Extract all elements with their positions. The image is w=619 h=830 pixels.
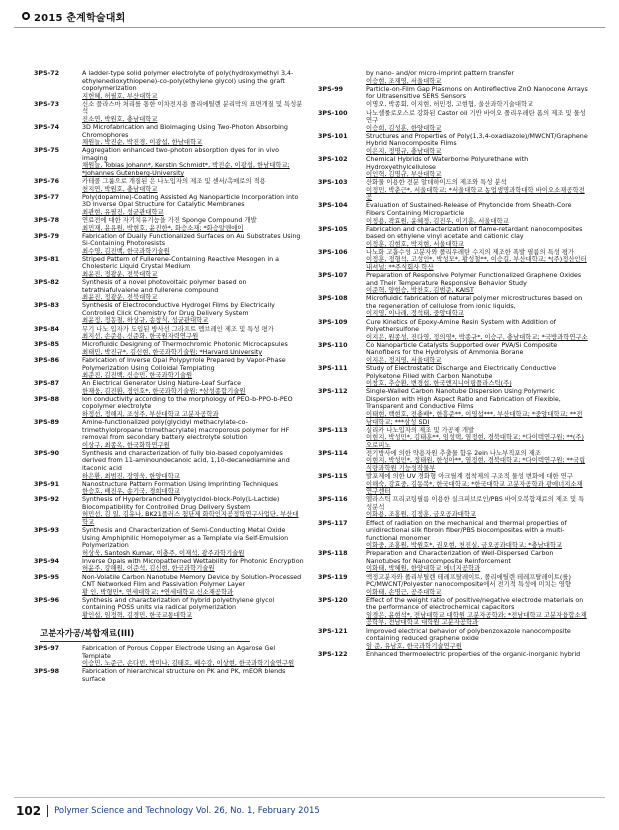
entry-code: 3PS-103 bbox=[318, 179, 348, 187]
entry-authors: 이화태, 박혜원, 한양대학교 에너지공학과 bbox=[366, 565, 481, 573]
entry-body bbox=[366, 70, 588, 85]
entry-title: Improved electrical behavior of polybenzoxazole nanocomposite containing reduced graphene oxide bbox=[366, 627, 571, 643]
entry-title: Non-Volatile Carbon Nanotube Memory Device by Solution-Processed CNT Networked Film and Passivation Polymer Layer bbox=[82, 573, 302, 589]
abstract-entry bbox=[318, 427, 588, 450]
entry-authors: 이은지, 정명규, 충남대학교 bbox=[366, 147, 442, 155]
entry-authors: 허민선, 김 일, 김유나, BK21플러스 첨단제 화학인지공정학연구사업단, 부산대학교 bbox=[82, 511, 299, 526]
entry-authors: 황인섭, 임정혁, 김경민, 한국교통대학교 bbox=[82, 611, 193, 619]
entry-body bbox=[82, 419, 304, 449]
entry-body bbox=[82, 645, 304, 668]
header bbox=[22, 8, 125, 24]
entry-code: 3PS-106 bbox=[318, 248, 348, 256]
entry-title: Synthesis and characterization of fully bio-based copolyamides derived from 11-aminoundecanoic acid, 1,10-decanediamine and itaconic acid bbox=[82, 449, 290, 472]
entry-authors: 이준혁, 양현승, 박찬호, 김범준, KAIST bbox=[366, 287, 474, 295]
entry-authors: 허윤주, 강해원, 이준석, 김신현, 한국과학기술원 bbox=[82, 565, 215, 573]
entry-code: 3PS-117 bbox=[318, 519, 348, 527]
entry-authors: 이현지, 박성민*, 정태원, 한성아**, 염정현, 경북대학교; *다이텍연구원; **국립식량과학원 기능성작물부 bbox=[366, 457, 586, 472]
entry-title: Microfluidic fabrication of natural polymer microstructures based on the regeneration of cellulose from ionic liquids, bbox=[366, 295, 583, 310]
abstract-entry bbox=[318, 628, 588, 651]
entry-code: 3PS-75 bbox=[34, 147, 60, 155]
entry-authors: 이승현, 조재영, 서울대학교 bbox=[366, 77, 442, 85]
entry-title: Preparation and Characterization of Well-Dispersed Carbon Nanotubes for Nanocomposite Reinforcement bbox=[366, 550, 554, 565]
abstract-entry bbox=[318, 70, 588, 85]
entry-authors: 최윤정, 정동철, 하상규, 송창식, 성균관대학교 bbox=[82, 317, 209, 325]
entry-code: 3PS-98 bbox=[34, 668, 60, 676]
entry-authors: 이승희, 김성훈, 한양대학교 bbox=[366, 124, 442, 132]
entry-body bbox=[366, 110, 588, 133]
abstract-entry bbox=[34, 124, 304, 147]
entry-title: Synthesis of Electroconductive Hydrogel Films by Electrically Controlled Click Chemistry for Drug Delivery System bbox=[82, 302, 275, 317]
entry-title: Aggregation enhanced two-photon absorption dyes for in vivo imaging bbox=[82, 147, 280, 162]
entry-authors: 최윤진, 정광운, 전북대학교 bbox=[82, 294, 158, 302]
entry-authors: 진소연, 박원호, 충남대학교 bbox=[82, 115, 158, 123]
entry-code: 3PS-102 bbox=[318, 155, 348, 163]
entry-body bbox=[366, 86, 588, 101]
entry-authors: 이상구, 최종옥, 한국화학연구원 bbox=[82, 441, 170, 449]
entry-title: 신소 플라스마 처리를 통한 이차전지용 폴리에틸렌 분리막의 표면개질 및 특성분석 bbox=[82, 100, 303, 116]
abstract-entry bbox=[34, 279, 304, 302]
entry-authors: 이화태, 손명근, 공주대학교 bbox=[366, 588, 442, 596]
entry-authors: 이화중, 조홍원, 박원호*, 권오현, 천진실, 금오공과대학교; *충남대학교 bbox=[366, 542, 563, 550]
entry-authors: 하정선, 정해지, 조성주, 부산대학교 고분자공학과 bbox=[82, 410, 219, 418]
abstract-entry bbox=[318, 597, 588, 627]
entry-body bbox=[366, 597, 588, 627]
entry-title: Single-Walled Carbon Nanotube Dispersion Using Polymeric Dispersion with High Aspect Ratio and Fabrication of Flexible, Transparent and Conductive Films bbox=[366, 388, 561, 411]
entry-authors: 이정용, 곽효원, 윤혜정, 김진우, 이기훈, 서울대학교 bbox=[366, 217, 509, 225]
entry-body bbox=[82, 279, 304, 302]
abstract-entry bbox=[318, 272, 588, 295]
abstract-entry bbox=[34, 178, 304, 193]
entry-code: 3PS-85 bbox=[34, 341, 60, 349]
entry-code: 3PS-110 bbox=[318, 341, 348, 349]
entry-title: Striped Pattern of Fullerene-Containing Reactive Mesogen in a Cholesteric Liquid Crystal Medium bbox=[82, 255, 280, 271]
entry-code: 3PS-79 bbox=[34, 232, 60, 240]
abstract-entry bbox=[318, 342, 588, 365]
entry-title: Fabrication and characterization of flame-retardant nanocomposites based on ethylene vinyl acetate and cationic clay bbox=[366, 225, 583, 241]
entry-body bbox=[82, 233, 304, 256]
entry-title: Fabrication of Porous Copper Electrode Using an Agarose Gel Template bbox=[82, 645, 276, 660]
journal-citation: Polymer Science and Technology Vol. 26, No. 1, February 2015 bbox=[54, 806, 320, 816]
entry-list-left-2 bbox=[34, 645, 304, 683]
entry-authors: 한재웅, 김진환, 정인호*, 한국과학기술원; *삼성종합기술원 bbox=[82, 387, 246, 395]
entry-body bbox=[82, 70, 304, 100]
header-rule bbox=[14, 27, 605, 28]
abstract-entry bbox=[318, 179, 588, 202]
abstract-entry bbox=[318, 295, 588, 318]
entry-code: 3PS-88 bbox=[34, 395, 60, 403]
entry-body bbox=[366, 249, 588, 272]
entry-code: 3PS-119 bbox=[318, 573, 348, 581]
entry-body bbox=[366, 272, 588, 295]
entry-title: Particle-on-Film Gap Plasmons on Antireflective ZnO Nanocone Arrays for Ultrasensitive SERS Sensors bbox=[366, 85, 588, 101]
entry-code: 3PS-89 bbox=[34, 419, 60, 427]
entry-authors: 이현지, 박성민*, 김태훈**, 임성택, 염정현, 경북대학교; *다이텍연구원; **(주)오로피노 bbox=[366, 434, 584, 449]
entry-authors: 임 준, 유남호, 한국과학기술연구원 bbox=[366, 642, 462, 650]
entry-code: 3PS-82 bbox=[34, 279, 60, 287]
entry-title: 발포제에 의한 UV 경화형 아크릴계 접착제의 구조적 물성 변화에 대한 연구 bbox=[366, 473, 573, 481]
abstract-entry bbox=[318, 574, 588, 597]
entry-body bbox=[366, 574, 588, 597]
entry-body bbox=[82, 496, 304, 526]
entry-body bbox=[82, 217, 304, 232]
abstract-entry bbox=[34, 233, 304, 256]
entry-title: Enhanced thermoelectric properties of the organic-inorganic hybrid bbox=[366, 650, 581, 658]
abstract-entry bbox=[34, 101, 304, 124]
entry-body bbox=[366, 450, 588, 473]
entry-title: Synthesis of Hyperbranched Polyglycidol-block-Poly(L-Lactide) Biocompatibility for Controlled Drug Delivery System bbox=[82, 496, 280, 511]
entry-authors: 천지연, 박원호, 충남대학교 bbox=[82, 185, 158, 193]
entry-body bbox=[82, 574, 304, 597]
entry-body bbox=[82, 194, 304, 217]
entry-title: 엘라스틱 프리코팅필름 이용한 실크피브로인/PBS 바이오복합재료의 제조 및 특성분석 bbox=[366, 496, 585, 511]
entry-authors: 한승호, 배진우, 송기국, 경희대학교 bbox=[82, 488, 180, 496]
entry-title: 3D Microfabrication and Bioimaging Using Two-Photon Absorbing Chromophores bbox=[82, 124, 288, 139]
entry-code: 3PS-73 bbox=[34, 100, 60, 108]
entry-body bbox=[82, 597, 304, 620]
entry-authors: 최수영, 김진백, 한국과학기술원 bbox=[82, 247, 170, 255]
abstract-entry bbox=[318, 450, 588, 473]
entry-body bbox=[366, 550, 588, 573]
header-title: 2015 춘계학술대회 bbox=[34, 12, 126, 24]
entry-code: 3PS-95 bbox=[34, 573, 60, 581]
entry-authors: 이정훈, 김현호, 박지현, 서울대학교 bbox=[366, 240, 464, 248]
abstract-entry bbox=[318, 110, 588, 133]
entry-title: by nano- and/or micro-imprint pattern transfer bbox=[366, 70, 515, 77]
abstract-entry bbox=[318, 651, 588, 659]
entry-code: 3PS-118 bbox=[318, 550, 348, 558]
entry-authors: 이창호, 추승환, 변경섭, 한국엔지니어링플라스틱(주) bbox=[366, 380, 512, 388]
entry-title: 카테콜 그룹으로 개질된 은 나노입자의 제조 및 센서/촉매로의 적용 bbox=[82, 178, 266, 186]
entry-code: 3PS-76 bbox=[34, 178, 60, 186]
entry-title: 액정고분자와 폴리부틸렌 테레프탈레이트, 폴리에틸렌 테레프탈레이트(를) PC/MWCNT/Polyester nanocomposite에서 전기적 특성에 미치는 영향 bbox=[366, 573, 572, 589]
entry-body bbox=[82, 380, 304, 395]
entry-body bbox=[366, 496, 588, 519]
entry-body bbox=[366, 133, 588, 156]
circle-bullet-icon bbox=[22, 12, 30, 20]
footer-rule bbox=[14, 797, 605, 798]
abstract-entry bbox=[318, 520, 588, 550]
entry-authors: 이화용, 조홍원, 김정훈, 금오공과대학교 bbox=[366, 511, 477, 519]
entry-authors: 하은환, 최범진, 장영욱, 한양대학교 bbox=[82, 472, 180, 480]
abstract-entry bbox=[34, 357, 304, 380]
entry-body bbox=[82, 481, 304, 496]
entry-body bbox=[366, 651, 588, 659]
entry-title: 산화물 이용한 전분 알데하이드의 제조와 특성 분석 bbox=[366, 179, 507, 187]
entry-code: 3PS-122 bbox=[318, 650, 348, 658]
entry-code: 3PS-90 bbox=[34, 449, 60, 457]
entry-title: Poly(dopamine)-Coating Assisted Ag Nanoparticle Incorporation into 3D Inverse Opal Structure for Catalytic Membranes bbox=[82, 193, 299, 209]
entry-code: 3PS-84 bbox=[34, 325, 60, 333]
entry-title: Effect of the weight ratio of positive/negative electrode materials on the performance of electrochemical capacitors bbox=[366, 596, 584, 612]
entry-title: Synthesis of a novel photovoltaic polymer based on tetrathiafulvalene and fullerene compound bbox=[82, 279, 247, 294]
entry-code: 3PS-120 bbox=[318, 596, 348, 604]
left-column bbox=[34, 70, 304, 684]
entry-body bbox=[82, 101, 304, 124]
entry-body bbox=[366, 520, 588, 550]
abstract-entry bbox=[34, 645, 304, 668]
entry-body bbox=[366, 226, 588, 249]
abstract-entry bbox=[34, 396, 304, 419]
entry-code bbox=[318, 101, 366, 109]
entry-title: Co Nanoparticle Catalysts Supported over PVA/Si Composite Nanofibers for the Hydrolysis of Ammonia Borane bbox=[366, 341, 558, 357]
entry-code: 3PS-96 bbox=[34, 596, 60, 604]
entry-authors: 채원늘, 박진순, 박진경, 이광섭, 한남대학교 bbox=[82, 139, 203, 147]
entry-title: Amine-functionalized poly(glycidyl methacrylate-co-trimethylolpropane trimethacrylate) macroporous polymer for HF removal from secondary battery electrolyte solution bbox=[82, 419, 290, 442]
abstract-entry bbox=[318, 319, 588, 342]
abstract-entry bbox=[34, 70, 304, 100]
abstract-entry bbox=[34, 597, 304, 620]
entry-body bbox=[366, 179, 588, 202]
entry-title: Structures and Properties of Poly(1,3,4-oxadiazole)/MWCNT/Graphene Hybrid Nanocomposite Films bbox=[366, 132, 588, 148]
entry-authors: 최지선, 손준용, 신준화, 한국원자력연구원 bbox=[82, 333, 199, 341]
entry-code: 3PS-121 bbox=[318, 627, 348, 635]
entry-code: 3PS-109 bbox=[318, 318, 348, 326]
entry-title: Chemical Hybrids of Waterborne Polyurethane with Hydroxyethylcellulose bbox=[366, 155, 529, 171]
entry-code bbox=[318, 70, 366, 85]
entry-title: 나노셀룰로오스로 강화된 Castor oil 기반 바이오 폴리우레탄 폼의 제조 및 물성 연구 bbox=[366, 109, 586, 125]
entry-body bbox=[366, 319, 588, 342]
entry-code: 3PS-101 bbox=[318, 132, 348, 140]
entry-title: Study of Electrostatic Discharge and Electrically Conductive Polyketone Filled with Carbon Nanotube bbox=[366, 365, 557, 380]
footer bbox=[16, 804, 320, 818]
abstract-entry bbox=[318, 550, 588, 573]
entry-body bbox=[366, 427, 588, 450]
entry-body bbox=[366, 473, 588, 496]
entry-title: Cure Kinetics of Epoxy-Amine Resin System with Addition of Polyethersulfone bbox=[366, 318, 556, 334]
entry-body bbox=[82, 124, 304, 147]
abstract-entry bbox=[34, 256, 304, 279]
entry-title: Synthesis and Characterization of Semi-Conducting Metal Oxide Using Amphiphilic Homopolymer as a Template via Self-Emulsion Polymerization bbox=[82, 527, 289, 550]
section-heading: 고분자가공/복합재료(III) bbox=[40, 631, 250, 642]
entry-authors: 최태민, 박진규*, 김신현, 한국과학기술원; *Harvard University bbox=[82, 348, 263, 356]
entry-title: A ladder-type solid polymer electrolyte of poly(hydroxymethyl 3,4-ethylenedioxythiopene)-co-poly(ethylene glycol) using the graft copolymerization bbox=[82, 70, 294, 93]
abstract-entry bbox=[34, 450, 304, 480]
entry-code: 3PS-115 bbox=[318, 473, 348, 481]
entry-title: Fabrication of hierarchical structure on PK and PK, mEOR blends surface bbox=[82, 668, 286, 683]
entry-authors: 이해숙, 강효중, 김동복*, 한국대학교; *한국대학교 고분자공학과 광에너지소재연구센터 bbox=[366, 480, 583, 496]
entry-code: 3PS-72 bbox=[34, 70, 60, 77]
entry-body bbox=[366, 101, 588, 109]
abstract-entry bbox=[318, 249, 588, 272]
entry-body bbox=[366, 365, 588, 388]
entry-body bbox=[82, 450, 304, 480]
abstract-entry bbox=[318, 86, 588, 101]
abstract-entry bbox=[34, 481, 304, 496]
entry-title: 무기 나노 입자가 도입된 방사선 그라프트 멤브레인 제조 및 특성 평가 bbox=[82, 325, 274, 333]
entry-authors: 황 인, 박형민*, 연세대학교; *연세대학교 신소재공학과 bbox=[82, 588, 234, 596]
right-column bbox=[318, 70, 588, 659]
abstract-entry bbox=[318, 496, 588, 519]
entry-authors: 최준진, 김진백, 신승민, 한국과학기술원 bbox=[82, 372, 193, 380]
entry-list-right bbox=[318, 70, 588, 658]
abstract-entry bbox=[34, 419, 304, 449]
entry-code: 3PS-78 bbox=[34, 216, 60, 224]
entry-code: 3PS-74 bbox=[34, 124, 60, 132]
abstract-entry bbox=[34, 558, 304, 573]
abstract-entry bbox=[318, 365, 588, 388]
abstract-entry bbox=[318, 156, 588, 179]
entry-authors: 이정훈, 정형석, 고성인*, 박성모*, 황성철**, 이승길, 부산대학교; *(주)정산인터내셔널; **주식회사 학산 bbox=[366, 256, 587, 272]
entry-code: 3PS-105 bbox=[318, 225, 348, 233]
entry-code: 3PS-91 bbox=[34, 480, 60, 488]
entry-code: 3PS-83 bbox=[34, 302, 60, 310]
abstract-entry bbox=[318, 202, 588, 225]
entry-title: Effect of radiation on the mechanical and thermal properties of unidirectional silk fibroin fiber/PBS biocomposites with a multi-functional monomer bbox=[366, 519, 567, 542]
entry-code: 3PS-99 bbox=[318, 85, 344, 93]
abstract-entry bbox=[34, 326, 304, 341]
entry-code: 3PS-97 bbox=[34, 645, 60, 653]
entry-code: 3PS-113 bbox=[318, 426, 348, 434]
entry-authors: 채원늘, Tobias Johann*, Kerstin Schmidt*, 박진순, 이광섭, 한남대학교; *Johannes Gutenberg-University bbox=[82, 162, 290, 177]
entry-title: 전기방사에 의한 약용자원 추출물 함유 2ein 나노부직포의 제조 bbox=[366, 449, 541, 457]
entry-title: Inverse Opals with Micropatterned Wettability for Photonic Encryption bbox=[82, 557, 304, 565]
entry-body bbox=[82, 527, 304, 557]
entry-code: 3PS-108 bbox=[318, 295, 348, 303]
abstract-entry bbox=[34, 217, 304, 232]
entry-authors: 이태현, 백현호, 전충배*, 한흥준**, 이영섭***, 부산대학교; *중앙대학교; **전남대학교; ***삼성 SDI bbox=[366, 410, 583, 426]
entry-title: 실리카 나노입자의 제조 및 가공제 개발 bbox=[366, 426, 475, 434]
entry-authors: 이지은, 정지영, 서울대학교 bbox=[366, 356, 442, 364]
abstract-entry bbox=[318, 473, 588, 496]
entry-code: 3PS-114 bbox=[318, 449, 348, 457]
entry-body bbox=[82, 668, 304, 683]
entry-body bbox=[82, 178, 304, 193]
entry-title: Evaluation of Sustained-Release of Phytoncide from Sheath-Core Fibers Containing Microparticle bbox=[366, 202, 572, 217]
entry-body bbox=[366, 202, 588, 225]
entry-authors: 최관현, 유필진, 성균관대학교 bbox=[82, 208, 164, 216]
entry-code: 3PS-100 bbox=[318, 109, 348, 117]
abstract-entry bbox=[318, 101, 588, 109]
entry-title: Fabrication of Inverse Opal Polypyrrole Prepared by Vapor-Phase Polymerization Using Colloidal Templating bbox=[82, 356, 286, 372]
entry-title: Ion conductivity according to the morphology of PEO-b-PPO-b-PEO copolymer electrolyte bbox=[82, 395, 293, 411]
entry-body bbox=[82, 302, 304, 325]
abstract-entry bbox=[34, 380, 304, 395]
entry-authors: 이정민, 박춘근*, 서울대학교; *서울대학교 농업생명과학대학 바이오소재공학전공 bbox=[366, 186, 585, 202]
abstract-entry bbox=[318, 226, 588, 249]
abstract-entry bbox=[34, 147, 304, 177]
entry-code: 3PS-94 bbox=[34, 557, 60, 565]
entry-code: 3PS-104 bbox=[318, 202, 348, 210]
entry-body bbox=[366, 295, 588, 318]
abstract-entry bbox=[318, 133, 588, 156]
entry-body bbox=[82, 256, 304, 279]
entry-authors: 이인혁, 김명규, 부산대학교 bbox=[366, 171, 442, 179]
entry-code: 3PS-87 bbox=[34, 380, 60, 388]
entry-authors: 허상욱, Santosh Kumar, 이충주, 이재석, 광주과학기술원 bbox=[82, 549, 245, 557]
entry-authors: 임경은, 윤현석*, 전남대학교 대학원 고분자공학과; *전남대학교 고분자융합소재공학부, 전남대학교 대학원 고분자공학과 bbox=[366, 611, 587, 627]
entry-body bbox=[82, 341, 304, 356]
entry-title: Synthesis and characterization of hybrid polyethylene glycol containing POSS units via radical polymerization bbox=[82, 596, 275, 612]
abstract-entry bbox=[34, 194, 304, 217]
entry-body bbox=[82, 396, 304, 419]
entry-authors: 이지영, 이나래, 정석태, 중앙대학교 bbox=[366, 310, 464, 318]
entry-code: 3PS-77 bbox=[34, 193, 60, 201]
entry-code: 3PS-86 bbox=[34, 356, 60, 364]
entry-code: 3PS-107 bbox=[318, 272, 348, 280]
entry-code: 3PS-81 bbox=[34, 255, 60, 263]
entry-authors: 이승민, 노준근, 손다빈, 박미나, 김태호, 배수강, 이상현, 한국과학기술연구원 bbox=[82, 660, 295, 668]
page-number: 102 bbox=[16, 804, 42, 818]
entry-authors: 이지은, 원종성, 진다영, 정의영*, 박종규*, 이승구, 충남대학교; *국방과학연구소 bbox=[366, 333, 588, 341]
entry-title: 이명오, 박종회, 이지현, 허민정, 고현협, 울산과학기술대학교 bbox=[366, 101, 534, 109]
entry-title: 연료전에 대한 자기치유기능을 가진 Sponge Compound 개발 bbox=[82, 216, 257, 224]
entry-code: 3PS-116 bbox=[318, 496, 348, 504]
entry-title: Fabrication of Dually Functionalized Surfaces on Au Substrates Using Si-Containing Photoresists bbox=[82, 232, 301, 248]
footer-separator bbox=[47, 805, 48, 817]
entry-title: 나노화 고흡수성 고분자와 폴리우레탄 수지의 제조한 폭발 필름의 특성 평가 bbox=[366, 248, 575, 256]
entry-body bbox=[82, 147, 304, 177]
entry-code: 3PS-93 bbox=[34, 527, 60, 535]
abstract-entry bbox=[318, 388, 588, 426]
entry-body bbox=[366, 388, 588, 426]
entry-authors: 최민재, 윤유원, 박현호, 윤진한*, 화승소재; *화승알앤에이 bbox=[82, 224, 244, 232]
entry-list-left bbox=[34, 70, 304, 619]
entry-authors: 지헌혜, 허필호, 부산대학교 bbox=[82, 92, 158, 100]
entry-authors: 최윤진, 정광운, 전북대학교 bbox=[82, 270, 158, 278]
abstract-entry bbox=[34, 302, 304, 325]
abstract-entry bbox=[34, 341, 304, 356]
entry-body bbox=[82, 357, 304, 380]
entry-title: An Electrical Generator Using Nature-Leaf Surface bbox=[82, 380, 241, 388]
abstract-entry bbox=[34, 668, 304, 683]
entry-body bbox=[82, 558, 304, 573]
entry-title: Nanostructure Pattern Formation Using Imprinting Techniques bbox=[82, 480, 279, 488]
entry-body bbox=[82, 326, 304, 341]
entry-code: 3PS-111 bbox=[318, 365, 348, 373]
entry-body bbox=[366, 342, 588, 365]
entry-title: Microfluidic Designing of Thermochromic Photonic Microcapsules bbox=[82, 341, 288, 349]
abstract-entry bbox=[34, 527, 304, 557]
abstract-entry bbox=[34, 574, 304, 597]
abstract-entry bbox=[34, 496, 304, 526]
entry-title: Preparation of Responsive Polymer Functionalized Graphene Oxides and Their Temperature Responsive Behavior Study bbox=[366, 272, 582, 287]
entry-body bbox=[366, 628, 588, 651]
entry-code: 3PS-112 bbox=[318, 388, 348, 396]
entry-code: 3PS-92 bbox=[34, 496, 60, 504]
entry-body bbox=[366, 156, 588, 179]
